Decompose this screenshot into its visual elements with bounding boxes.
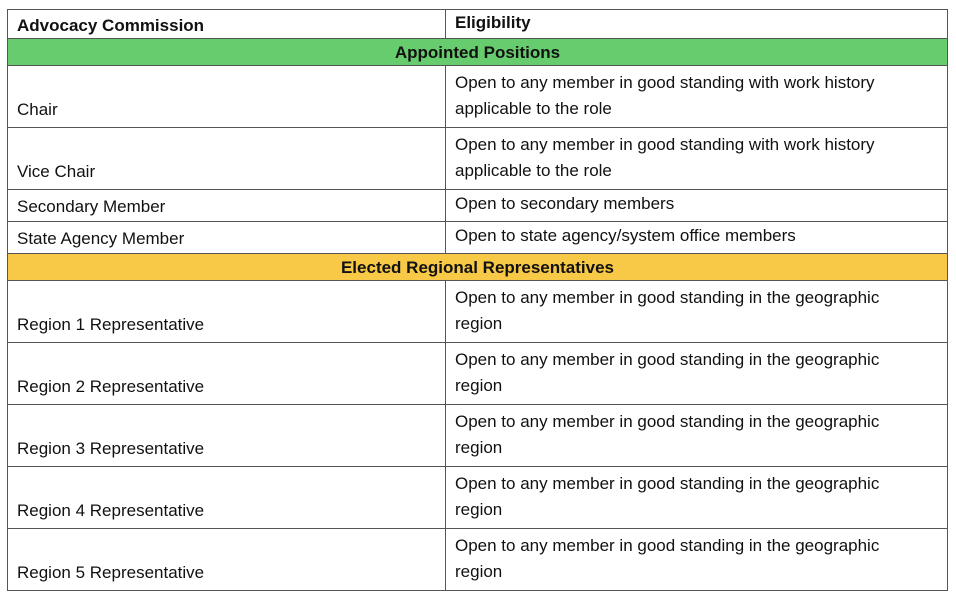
eligibility-cell — [446, 222, 948, 254]
role-cell: Vice Chair — [8, 128, 446, 190]
role-cell: Region 5 Representative — [8, 529, 446, 591]
section-row-elected-regional-representatives — [8, 254, 948, 281]
eligibility-cell — [446, 529, 948, 591]
role-cell: Chair — [8, 66, 446, 128]
role-cell: State Agency Member — [8, 222, 446, 254]
role-cell: Region 1 Representative — [8, 281, 446, 343]
role-cell: Secondary Member — [8, 190, 446, 222]
section-title: Appointed Positions — [8, 39, 948, 66]
table-header-row — [8, 10, 948, 39]
section-row-appointed-positions — [8, 39, 948, 66]
eligibility-cell — [446, 190, 948, 222]
table-row — [8, 190, 948, 222]
role-cell: Region 4 Representative — [8, 467, 446, 529]
eligibility-text: Open to state agency/system office members — [455, 226, 796, 245]
table-row — [8, 66, 948, 128]
eligibility-text: Open to any member in good standing with work history applicable to the role — [455, 73, 875, 118]
eligibility-text: Open to any member in good standing in the geographic region — [455, 350, 880, 395]
header-eligibility: Eligibility — [446, 10, 948, 39]
eligibility-cell — [446, 405, 948, 467]
table-row — [8, 281, 948, 343]
eligibility-text: Open to any member in good standing in the geographic region — [455, 288, 880, 333]
eligibility-text: Open to any member in good standing in the geographic region — [455, 412, 880, 457]
eligibility-cell — [446, 467, 948, 529]
eligibility-text: Open to any member in good standing in the geographic region — [455, 474, 880, 519]
section-title: Elected Regional Representatives — [8, 254, 948, 281]
eligibility-text: Open to any member in good standing with work history applicable to the role — [455, 135, 875, 180]
eligibility-cell — [446, 343, 948, 405]
table-row — [8, 222, 948, 254]
table-row — [8, 405, 948, 467]
advocacy-commission-table — [7, 9, 948, 591]
table-row — [8, 128, 948, 190]
role-cell: Region 2 Representative — [8, 343, 446, 405]
eligibility-text: Open to any member in good standing in the geographic region — [455, 536, 880, 581]
table-row — [8, 467, 948, 529]
header-advocacy-commission: Advocacy Commission — [8, 10, 446, 39]
table-row — [8, 529, 948, 591]
eligibility-text: Open to secondary members — [455, 194, 675, 213]
role-cell: Region 3 Representative — [8, 405, 446, 467]
eligibility-cell — [446, 281, 948, 343]
eligibility-cell — [446, 128, 948, 190]
eligibility-cell — [446, 66, 948, 128]
table-row — [8, 343, 948, 405]
